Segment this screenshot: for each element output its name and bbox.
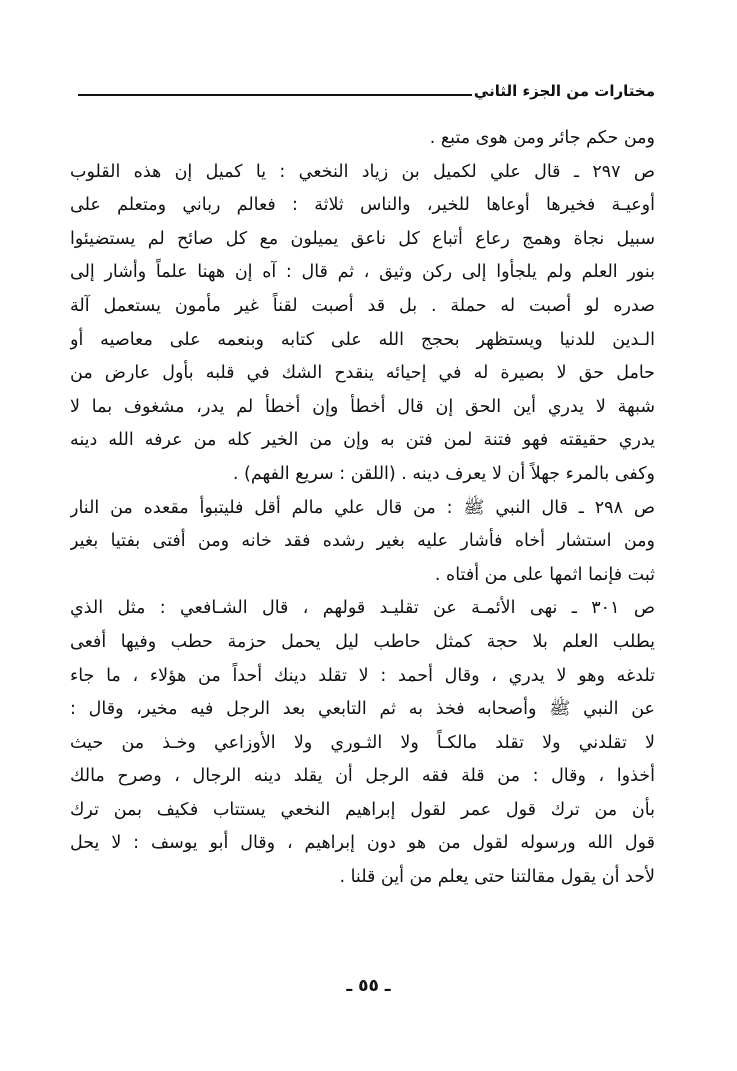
- text-line: [70, 794, 655, 828]
- text-line: [70, 693, 655, 727]
- text-line: [70, 424, 655, 458]
- text-line: [70, 156, 655, 190]
- text-line: [70, 626, 655, 660]
- text-line-content: يدري حقيقته فهو فتنة لمن فتن به وإن من الخير كله من عرفه الله دينه: [70, 430, 655, 451]
- text-line-content: الـدين للدنيا ويستظهر بحجج الله على كتابه وبنعمه على معاصيه أو: [70, 329, 655, 350]
- text-line-content: وكفى بالمرء جهلاً أن لا يعرف دينه . (اللقن : سريع الفهم) .: [232, 463, 655, 484]
- text-line-content: ومن استشار أخاه فأشار عليه بغير رشده فقد خانه ومن أفتى بفتيا بغير: [70, 531, 655, 552]
- text-line-content: أوعيـة فخيرها أوعاها للخير، والناس ثلاثة : فعالم رباني ومتعلم على: [70, 195, 655, 216]
- text-line: [70, 525, 655, 559]
- text-line-content: حامل حق لا بصيرة له في إحيائه ينقدح الشك في قلبه بأول عارض من: [70, 363, 655, 384]
- text-line: [70, 357, 655, 391]
- text-line-content: تلدغه وهو لا يدري ، وقال أحمد : لا تقلد دينك أحداً من هؤلاء ، ما جاء: [70, 665, 655, 686]
- text-line: [70, 458, 655, 492]
- text-line: [70, 492, 655, 526]
- page-number: ـ ٥٥ ـ: [346, 976, 391, 996]
- text-line-content: ص ٢٩٧ ـ قال علي لكميل بن زياد النخعي : يا كميل إن هذه القلوب: [70, 161, 655, 182]
- text-line-content: ثبت فإنما اثمها على من أفتاه .: [434, 564, 655, 585]
- text-line-content: يطلب العلم بلا حجة كمثل حاطب ليل يحمل حزمة حطب وفيها أفعى: [70, 631, 655, 652]
- text-line-content: ص ٢٩٨ ـ قال النبي ﷺ : من قال علي مالم أقل فليتبوأ مقعده من النار: [70, 497, 655, 518]
- text-line-content: شبهة لا يدري أين الحق إن قال أخطأ وإن أخطأ لم يدر، مشغوف بما لا: [70, 396, 655, 417]
- text-line: [70, 660, 655, 694]
- text-line-content: أخذوا ، وقال : من قلة فقه الرجل أن يقلد دينه الرجال ، وصرح مالك: [70, 766, 655, 787]
- text-line-content: لأحد أن يقول مقالتنا حتى يعلم من أين قلنا .: [339, 867, 655, 888]
- text-line-content: سبيل نجاة وهمج رعاع أتباع كل ناعق يميلون مع كل صائح لم يستضيئوا: [70, 228, 655, 249]
- text-line: [70, 122, 655, 156]
- text-line: [70, 861, 655, 895]
- text-line: [70, 189, 655, 223]
- text-line: [70, 760, 655, 794]
- text-line-content: ومن حكم جائر ومن هوى متبع .: [429, 128, 655, 148]
- text-line: [70, 223, 655, 257]
- text-line-content: صدره لو أصبت له حملة . بل قد أصبت لقناً غير مأمون يستعمل آلة: [70, 295, 655, 316]
- text-line: [70, 592, 655, 626]
- header-rule: [78, 94, 472, 96]
- body-text: [70, 122, 655, 971]
- text-line: [70, 324, 655, 358]
- footer: [0, 976, 737, 996]
- text-line-content: لا تقلدني ولا تقلد مالكـاً ولا الثـوري ولا الأوزاعي وخـذ من حيث: [70, 732, 655, 753]
- header-title: مختارات من الجزء الثاني: [473, 82, 655, 100]
- text-line-content: عن النبي ﷺ وأصحابه فخذ به ثم التابعي بعد الرجل فيه مخير، وقال :: [70, 699, 655, 720]
- text-line-content: ص ٣٠١ ـ نهى الأئمـة عن تقليـد قولهم ، قال الشـافعي : مثل الذي: [70, 598, 655, 619]
- text-line-content: بأن من ترك قول عمر لقول إبراهيم النخعي يستتاب فكيف بمن ترك: [70, 799, 655, 820]
- running-header: [78, 74, 655, 100]
- text-line: [70, 256, 655, 290]
- text-line: [70, 559, 655, 593]
- text-line-content: بنور العلم ولم يلجأوا إلى ركن وثيق ، ثم قال : آه إن ههنا علماً وأشار إلى: [70, 262, 655, 283]
- text-line: [70, 727, 655, 761]
- text-line-content: قول الله ورسوله لقول من هو دون إبراهيم ، وقال أبو يوسف : لا يحل: [70, 833, 655, 854]
- text-line: [70, 391, 655, 425]
- text-line: [70, 290, 655, 324]
- text-line: [70, 827, 655, 861]
